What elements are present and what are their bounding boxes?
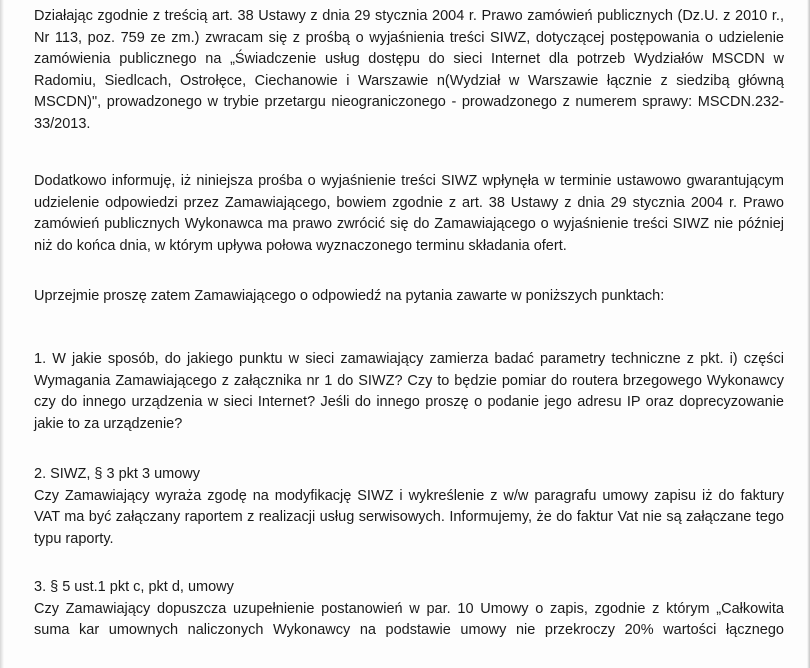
- text-line: Radomiu, Siedlcach, Ostrołęce, Ciechanowie i Warszawie n(Wydział w Warszawie łącznie z siedzibą główną: [34, 72, 784, 89]
- question-item-2: [34, 464, 784, 550]
- text-line: VAT ma być załączany raportem z realizacji usług serwisowych. Informujemy, że do faktur Vat nie są załączane tego: [34, 509, 784, 525]
- text-line: Nr 113, poz. 759 ze zm.) zwracam się z prośbą o wyjaśnienia treści SIWZ, dotyczącej postępowania o udzielenie: [34, 29, 784, 46]
- text-line: zamówienia publicznego na „Świadczenie usług dostępu do sieci Internet dla potrzeb Wydziałów MSCDN w: [34, 51, 784, 67]
- text-line: suma kar umownych naliczonych Wykonawcy na podstawie umowy nie przekroczy 20% wartości łącznego: [34, 622, 784, 638]
- text-line: Czy Zamawiający wyraża zgodę na modyfikację SIWZ i wykreślenie z w/w paragrafu umowy zapisu iż do faktury: [34, 487, 784, 504]
- text-line: Dodatkowo informuję, iż niniejsza prośba o wyjaśnienie treści SIWZ wpłynęła w terminie ustawowo gwarantującym: [34, 173, 784, 189]
- text-line: udzielenie odpowiedzi przez Zamawiającego, bowiem zgodnie z art. 38 Ustawy z dnia 29 stycznia 2004 r. Prawo: [34, 194, 784, 211]
- text-line: zamówień publicznych Wykonawca ma prawo zwrócić się do Zamawiającego o wyjaśnienie treści SIWZ nie później: [34, 216, 784, 232]
- item-heading: 2. SIWZ, § 3 pkt 3 umowy: [34, 466, 200, 482]
- paragraph-deadline-info: [34, 171, 784, 257]
- text-line: Wymagania Zamawiającego z załącznika nr 1 do SIWZ? Czy to będzie pomiar do routera brzegowego Wykonawcy: [34, 372, 784, 389]
- text-line: czy do innego urządzenia w sieci Internet? Jeśli do innego proszę o podanie jego adresu IP oraz doprecyzowanie: [34, 394, 784, 410]
- text-line: jakie to za urządzenie?: [34, 415, 183, 432]
- question-item-1: [34, 349, 784, 435]
- text-line: MSCDN)", prowadzonego w trybie przetargu nieograniczonego - prowadzonego z numerem sprawy: MSCDN.232-: [34, 94, 784, 110]
- text-line: Działając zgodnie z treścią art. 38 Ustawy z dnia 29 stycznia 2004 r. Prawo zamówień publicznych (Dz.U. z 2010 r.,: [34, 8, 784, 24]
- item-heading: 3. § 5 ust.1 pkt c, pkt d, umowy: [34, 579, 234, 595]
- text-line: typu raporty.: [34, 530, 114, 547]
- text-line: 1. W jakie sposób, do jakiego punktu w sieci zamawiający zamierza badać parametry techniczne z pkt. i) części: [34, 351, 784, 367]
- text-line: niż do końca dnia, w którym upływa połowa wyznaczonego terminu składania ofert.: [34, 237, 567, 254]
- page-left-edge: [0, 0, 4, 668]
- question-item-3: [34, 577, 784, 642]
- paragraph-questions-intro: [34, 286, 784, 308]
- text-line: Uprzejmie proszę zatem Zamawiającego o odpowiedź na pytania zawarte w poniższych punktach:: [34, 288, 665, 304]
- text-line: 33/2013.: [34, 115, 91, 132]
- paragraph-request-intro: [34, 6, 784, 135]
- text-line: Czy Zamawiający dopuszcza uzupełnienie postanowień w par. 10 Umowy o zapis, zgodnie z którym „Całkowita: [34, 600, 784, 617]
